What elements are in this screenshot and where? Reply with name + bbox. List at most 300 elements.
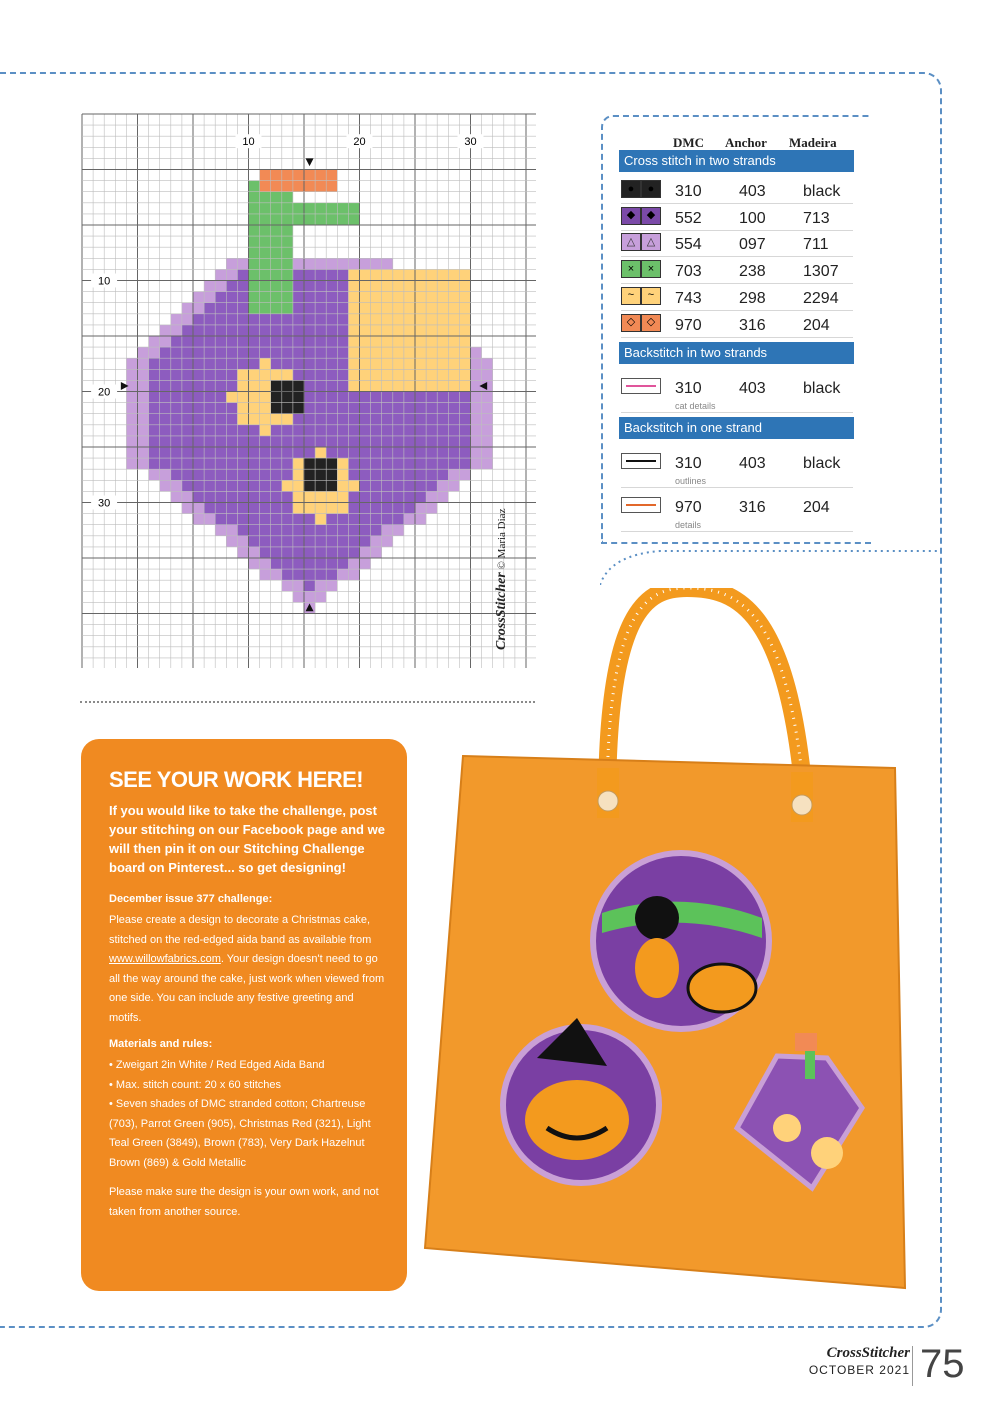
chart-cell xyxy=(426,358,437,369)
chart-cell xyxy=(304,392,315,403)
chart-cell xyxy=(260,469,271,480)
chart-cell xyxy=(471,358,482,369)
chart-cell xyxy=(282,503,293,514)
chart-cell xyxy=(260,303,271,314)
chart-cell xyxy=(237,447,248,458)
chart-cell xyxy=(204,281,215,292)
chart-cell xyxy=(271,325,282,336)
chart-cell xyxy=(382,281,393,292)
chart-cell xyxy=(437,336,448,347)
chart-cell xyxy=(271,269,282,280)
chart-cell xyxy=(360,436,371,447)
chart-cell xyxy=(371,325,382,336)
chart-cell xyxy=(271,491,282,502)
chart-cell xyxy=(126,369,137,380)
chart-cell xyxy=(271,358,282,369)
chart-cell xyxy=(260,569,271,580)
chart-cell xyxy=(160,347,171,358)
chart-cell xyxy=(437,414,448,425)
chart-cell xyxy=(237,503,248,514)
chart-cell xyxy=(315,269,326,280)
chart-cell xyxy=(182,458,193,469)
chart-cell xyxy=(226,303,237,314)
chart-cell xyxy=(348,547,359,558)
chart-cell xyxy=(426,336,437,347)
chart-cell xyxy=(171,414,182,425)
chart-cell xyxy=(215,369,226,380)
chart-cell xyxy=(304,458,315,469)
chart-cell xyxy=(249,525,260,536)
stitch-symbol: ◆ ◆ xyxy=(621,207,661,225)
chart-cell xyxy=(360,414,371,425)
chart-cell xyxy=(459,425,470,436)
axis-tick-label: 10 xyxy=(97,275,111,288)
chart-cell xyxy=(304,358,315,369)
chart-cell xyxy=(326,347,337,358)
chart-cell xyxy=(237,314,248,325)
chart-cell xyxy=(126,458,137,469)
chart-cell xyxy=(138,458,149,469)
chart-cell xyxy=(260,403,271,414)
stitch-symbol: ~ ~ xyxy=(621,287,661,305)
chart-cell xyxy=(260,181,271,192)
chart-cell xyxy=(226,414,237,425)
chart-cell xyxy=(237,380,248,391)
chart-cell xyxy=(282,325,293,336)
chart-cell xyxy=(415,403,426,414)
chart-cell xyxy=(182,480,193,491)
chart-cell xyxy=(337,380,348,391)
chart-cell xyxy=(215,336,226,347)
chart-cell xyxy=(215,269,226,280)
chart-cell xyxy=(459,436,470,447)
chart-cell xyxy=(382,292,393,303)
chart-cell xyxy=(293,547,304,558)
chart-cell xyxy=(393,491,404,502)
chart-cell xyxy=(282,192,293,203)
chart-cell xyxy=(448,369,459,380)
chart-cell xyxy=(204,292,215,303)
chart-cell xyxy=(171,403,182,414)
chart-cell xyxy=(182,436,193,447)
chart-cell xyxy=(315,325,326,336)
chart-cell xyxy=(226,469,237,480)
chart-cell xyxy=(249,425,260,436)
chart-cell xyxy=(482,369,493,380)
chart-cell xyxy=(226,369,237,380)
chart-cell xyxy=(337,536,348,547)
chart-cell xyxy=(293,281,304,292)
chart-cell xyxy=(260,292,271,303)
chart-cell xyxy=(237,436,248,447)
chart-cell xyxy=(282,458,293,469)
chart-cell xyxy=(360,269,371,280)
chart-cell xyxy=(448,336,459,347)
chart-cell xyxy=(215,292,226,303)
chart-cell xyxy=(315,580,326,591)
chart-cell xyxy=(315,536,326,547)
chart-cell xyxy=(271,336,282,347)
chart-cell xyxy=(360,314,371,325)
chart-cell xyxy=(415,347,426,358)
chart-cell xyxy=(360,469,371,480)
chart-cell xyxy=(126,392,137,403)
willow-fabrics-link[interactable]: www.willowfabrics.com xyxy=(109,953,221,965)
chart-cell xyxy=(160,414,171,425)
chart-cell xyxy=(304,447,315,458)
chart-cell xyxy=(226,314,237,325)
chart-cell xyxy=(404,281,415,292)
chart-cell xyxy=(326,392,337,403)
chart-cell xyxy=(249,269,260,280)
chart-cell xyxy=(315,203,326,214)
chart-cell xyxy=(471,403,482,414)
chart-cell xyxy=(437,425,448,436)
chart-cell xyxy=(293,580,304,591)
chart-cell xyxy=(337,347,348,358)
chart-cell xyxy=(315,514,326,525)
footer-magazine-name: CrossStitcher xyxy=(826,1345,910,1361)
chart-cell xyxy=(182,314,193,325)
chart-cell xyxy=(271,536,282,547)
chart-cell xyxy=(160,469,171,480)
chart-cell xyxy=(293,458,304,469)
chart-cell xyxy=(271,425,282,436)
key-header-madeira: Madeira xyxy=(789,135,837,150)
chart-cell xyxy=(282,425,293,436)
chart-cell xyxy=(348,292,359,303)
chart-cell xyxy=(282,547,293,558)
chart-cell xyxy=(260,514,271,525)
dmc-value: 552 xyxy=(675,209,702,227)
chart-cell xyxy=(337,491,348,502)
chart-cell xyxy=(360,403,371,414)
chart-cell xyxy=(371,536,382,547)
chart-cell xyxy=(204,336,215,347)
chart-cell xyxy=(437,314,448,325)
chart-cell xyxy=(393,436,404,447)
chart-cell xyxy=(249,325,260,336)
axis-tick-label: 20 xyxy=(353,136,366,149)
chart-cell xyxy=(293,569,304,580)
chart-cell xyxy=(260,380,271,391)
chart-cell xyxy=(304,591,315,602)
chart-cell xyxy=(382,469,393,480)
key-section-backstitch-one: Backstitch in one strand xyxy=(619,417,854,439)
chart-cell xyxy=(282,236,293,247)
chart-cell xyxy=(149,436,160,447)
chart-cell xyxy=(260,236,271,247)
chart-cell xyxy=(237,536,248,547)
chart-cell xyxy=(326,214,337,225)
chart-cell xyxy=(415,325,426,336)
chart-cell xyxy=(337,269,348,280)
chart-cell xyxy=(237,425,248,436)
chart-cell xyxy=(182,347,193,358)
chart-cell xyxy=(382,480,393,491)
chart-cell xyxy=(215,392,226,403)
chart-cell xyxy=(304,547,315,558)
chart-cell xyxy=(293,536,304,547)
chart-cell xyxy=(415,469,426,480)
chart-cell xyxy=(426,447,437,458)
chart-cell xyxy=(426,458,437,469)
chart-cell xyxy=(337,514,348,525)
dmc-value: 310 xyxy=(675,183,702,200)
chart-cell xyxy=(360,347,371,358)
chart-cell xyxy=(371,436,382,447)
chart-cell xyxy=(315,281,326,292)
chart-cell xyxy=(382,536,393,547)
chart-cell xyxy=(360,392,371,403)
chart-cell xyxy=(437,491,448,502)
chart-cell xyxy=(293,369,304,380)
chart-cell xyxy=(271,514,282,525)
chart-cell xyxy=(426,425,437,436)
chart-cell xyxy=(482,447,493,458)
chart-cell xyxy=(193,425,204,436)
chart-cell xyxy=(282,281,293,292)
chart-cell xyxy=(282,514,293,525)
chart-cell xyxy=(260,325,271,336)
chart-cell xyxy=(315,469,326,480)
chart-cell xyxy=(326,536,337,547)
chart-cell xyxy=(215,414,226,425)
chart-cell xyxy=(226,458,237,469)
chart-cell xyxy=(193,491,204,502)
chart-cell xyxy=(293,203,304,214)
chart-cell xyxy=(315,303,326,314)
chart-cell xyxy=(149,414,160,425)
chart-cell xyxy=(260,281,271,292)
chart-cell xyxy=(126,425,137,436)
chart-cell xyxy=(426,503,437,514)
chart-cell xyxy=(271,480,282,491)
chart-cell xyxy=(382,303,393,314)
chart-cell xyxy=(448,458,459,469)
chart-cell xyxy=(271,170,282,181)
chart-grid xyxy=(80,112,536,668)
chart-cell xyxy=(271,380,282,391)
chart-cell xyxy=(249,503,260,514)
key-row xyxy=(621,230,853,257)
chart-cell xyxy=(237,325,248,336)
chart-cell xyxy=(193,325,204,336)
chart-cell xyxy=(326,314,337,325)
chart-cell xyxy=(193,347,204,358)
chart-cell xyxy=(393,458,404,469)
chart-cell xyxy=(282,580,293,591)
chart-cell xyxy=(271,303,282,314)
chart-cell xyxy=(293,447,304,458)
chart-cell xyxy=(337,258,348,269)
chart-cell xyxy=(437,347,448,358)
chart-cell xyxy=(304,558,315,569)
chart-cell xyxy=(215,469,226,480)
chart-cell xyxy=(360,292,371,303)
chart-cell xyxy=(437,292,448,303)
chart-cell xyxy=(237,392,248,403)
chart-cell xyxy=(304,425,315,436)
chart-cell xyxy=(182,414,193,425)
chart-cell xyxy=(249,480,260,491)
chart-cell xyxy=(226,447,237,458)
credit-author: © Maria Diaz xyxy=(496,508,508,570)
chart-cell xyxy=(171,491,182,502)
chart-cell xyxy=(171,425,182,436)
chart-cell xyxy=(293,503,304,514)
chart-cell xyxy=(226,425,237,436)
chart-cell xyxy=(260,447,271,458)
chart-cell xyxy=(293,214,304,225)
chart-cell xyxy=(304,181,315,192)
chart-cell xyxy=(315,358,326,369)
chart-cell xyxy=(437,269,448,280)
chart-cell xyxy=(382,414,393,425)
chart-cell xyxy=(371,547,382,558)
chart-cell xyxy=(260,258,271,269)
chart-cell xyxy=(138,425,149,436)
chart-cell xyxy=(437,281,448,292)
chart-cell xyxy=(437,358,448,369)
chart-cell xyxy=(404,414,415,425)
chart-cell xyxy=(282,347,293,358)
chart-cell xyxy=(348,303,359,314)
backstitch-swatch xyxy=(621,453,661,469)
chart-cell xyxy=(260,458,271,469)
chart-cell xyxy=(315,258,326,269)
challenge-intro: If you would like to take the challenge, post your stitching on our Facebook page and we will then pin it on our Stitching Challenge board on Pinterest... so get designing! xyxy=(109,803,385,875)
chart-cell xyxy=(182,392,193,403)
chart-cell xyxy=(360,425,371,436)
chart-cell xyxy=(215,425,226,436)
anchor-value: 100 xyxy=(739,209,766,227)
chart-cell xyxy=(459,303,470,314)
chart-cell xyxy=(226,258,237,269)
chart-cell xyxy=(293,392,304,403)
chart-cell xyxy=(249,458,260,469)
chart-cell xyxy=(249,414,260,425)
chart-cell xyxy=(249,336,260,347)
chart-cell xyxy=(371,469,382,480)
chart-cell xyxy=(326,325,337,336)
chart-cell xyxy=(360,458,371,469)
chart-cell xyxy=(149,347,160,358)
chart-cell xyxy=(393,414,404,425)
chart-cell xyxy=(293,403,304,414)
chart-cell xyxy=(348,403,359,414)
chart-cell xyxy=(304,580,315,591)
chart-cell xyxy=(149,458,160,469)
chart-cell xyxy=(226,525,237,536)
chart-cell xyxy=(459,292,470,303)
chart-cell xyxy=(249,192,260,203)
chart-cell xyxy=(348,525,359,536)
chart-cell xyxy=(260,170,271,181)
chart-cell xyxy=(293,414,304,425)
chart-cell xyxy=(226,392,237,403)
chart-cell xyxy=(304,469,315,480)
chart-cell xyxy=(360,358,371,369)
madeira-value: 2294 xyxy=(803,289,839,307)
chart-cell xyxy=(260,358,271,369)
chart-cell xyxy=(371,525,382,536)
chart-cell xyxy=(371,347,382,358)
chart-cell xyxy=(304,503,315,514)
key-row xyxy=(621,372,853,413)
backstitch-note: details xyxy=(675,520,702,530)
credit-brand: CrossStitcher xyxy=(494,572,509,650)
chart-cell xyxy=(348,380,359,391)
chart-cell xyxy=(348,558,359,569)
chart-cell xyxy=(237,358,248,369)
chart-cell xyxy=(371,292,382,303)
chart-cell xyxy=(226,536,237,547)
dmc-value: 310 xyxy=(675,380,702,397)
chart-cell xyxy=(293,380,304,391)
chart-cell xyxy=(382,392,393,403)
chart-cell xyxy=(448,281,459,292)
chart-cell xyxy=(471,369,482,380)
chart-cell xyxy=(249,547,260,558)
chart-cell xyxy=(215,458,226,469)
chart-cell xyxy=(426,392,437,403)
chart-cell xyxy=(415,392,426,403)
chart-cell xyxy=(249,303,260,314)
chart-cell xyxy=(215,480,226,491)
chart-cell xyxy=(260,558,271,569)
chart-cell xyxy=(260,491,271,502)
chart-cell xyxy=(304,536,315,547)
chart-cell xyxy=(138,447,149,458)
chart-cell xyxy=(459,469,470,480)
chart-cell xyxy=(304,214,315,225)
chart-cell xyxy=(249,469,260,480)
chart-cell xyxy=(326,403,337,414)
chart-cell xyxy=(249,247,260,258)
chart-cell xyxy=(271,292,282,303)
chart-cell xyxy=(315,525,326,536)
chart-cell xyxy=(304,170,315,181)
chart-cell xyxy=(260,347,271,358)
centre-marker xyxy=(306,158,314,166)
chart-cell xyxy=(404,325,415,336)
chart-cell xyxy=(415,436,426,447)
chart-cell xyxy=(393,480,404,491)
chart-cell xyxy=(404,491,415,502)
chart-cell xyxy=(271,447,282,458)
chart-cell xyxy=(459,347,470,358)
chart-cell xyxy=(204,469,215,480)
chart-cell xyxy=(437,436,448,447)
chart-cell xyxy=(171,358,182,369)
chart-cell xyxy=(204,503,215,514)
chart-cell xyxy=(260,225,271,236)
chart-cell xyxy=(249,214,260,225)
chart-cell xyxy=(271,347,282,358)
chart-cell xyxy=(304,414,315,425)
chart-cell xyxy=(315,591,326,602)
chart-cell xyxy=(448,292,459,303)
chart-cell xyxy=(326,436,337,447)
chart-cell xyxy=(326,580,337,591)
chart-cell xyxy=(382,436,393,447)
axis-tick-label: 30 xyxy=(97,497,111,510)
key-row xyxy=(621,311,853,338)
chart-cell xyxy=(426,469,437,480)
chart-cell xyxy=(360,525,371,536)
chart-cell xyxy=(315,547,326,558)
